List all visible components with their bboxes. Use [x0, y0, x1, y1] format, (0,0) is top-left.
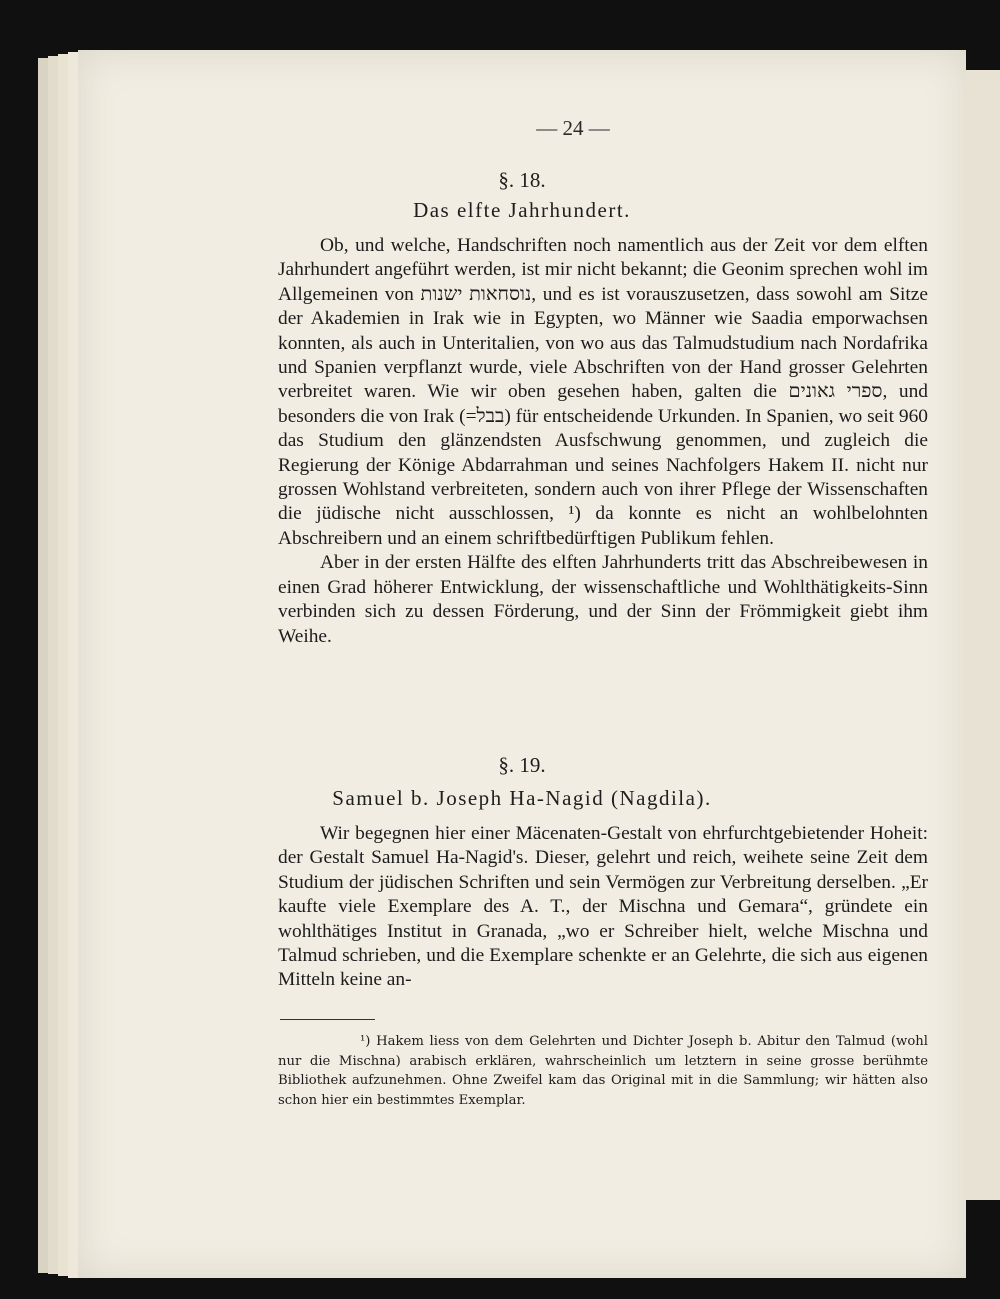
section-number: §. 18. [498, 168, 546, 192]
book-page [78, 50, 966, 1278]
section-number: §. 19. [498, 753, 546, 777]
section-body [278, 822, 928, 993]
section-title: Samuel b. Joseph Ha-Nagid (Nagdila). [332, 786, 712, 810]
paragraph: Wir begegnen hier einer Mäcenaten-Gestalt von ehrfurchtgebietender Hoheit: der Gestalt Samuel Ha-Nagid's. Dieser, gelehrt und reich, weihete seine Zeit dem Studium der jüdischen Schriften und sein Vermögen zur Verbreitung derselben. „Er kaufte viele Exemplare des A. T., der Mischna und Gemara“, gründete ein wohlthätiges Institut in Granada, „wo er Schreiber hielt, welche Mischna und Talmud schrieben, und die Exemplare schenkte er an Gelehrte, die sich aus eigenen Mitteln keine an- [278, 823, 928, 991]
paragraph: Ob, und welche, Handschriften noch namentlich aus der Zeit vor dem elften Jahrhundert angeführt werden, ist mir nicht bekannt; die Geonim sprechen wohl im Allgemeinen von נוסחאות ישנות, und es ist vorauszusetzen, dass sowohl am Sitze der Akademien in Irak wie in Egypten, wo Männer wie Saadia emporwachsen konnten, als auch in Unteritalien, von wo aus das Talmudstudium nach Nordafrika und Spanien verpflanzt wurde, viele Abschriften von der Hand grosser Gelehrten verbreitet waren. Wie wir oben gesehen haben, galten die ספרי גאונים, und besonders die von Irak (=בבל) für entscheidende Urkunden. In Spanien, wo seit 960 das Studium den glänzendsten Ausfschwung genommen, und zugleich die Regierung der Könige Abdarrahman und seines Nachfolgers Hakem II. nicht nur grossen Wohlstand verbreiteten, sondern auch von ihrer Pflege der Wissenschaften die jüdische nicht ausschlossen, ¹) da konnte es nicht an wohlbelohnten Abschreibern und an einem schriftbedürftigen Publikum fehlen. [278, 235, 929, 549]
footnote [278, 1032, 928, 1110]
footnote-divider [280, 1019, 375, 1020]
section-body [278, 234, 928, 649]
footnote-text: ¹) Hakem liess von dem Gelehrten und Dichter Joseph b. Abitur den Talmud (wohl nur die Mischna) arabisch erklären, wahrscheinlich um letztern in seine grosse berühmte Bibliothek aufzunehmen. Ohne Zweifel kam das Original mit in die Sammlung; wir hätten also schon hier ein bestimmtes Exemplar. [278, 1034, 928, 1108]
underlying-page [960, 70, 1000, 1200]
paragraph: Aber in der ersten Hälfte des elften Jahrhunderts tritt das Abschreibewesen in einen Grad höherer Entwicklung, der wissenschaftliche und Wohlthätigkeits-Sinn verbinden sich zu dessen Förderung, und der Sinn der Frömmigkeit giebt ihm Weihe. [278, 552, 928, 647]
section-title: Das elfte Jahrhundert. [413, 198, 631, 222]
page-number: — 24 — [536, 116, 610, 140]
